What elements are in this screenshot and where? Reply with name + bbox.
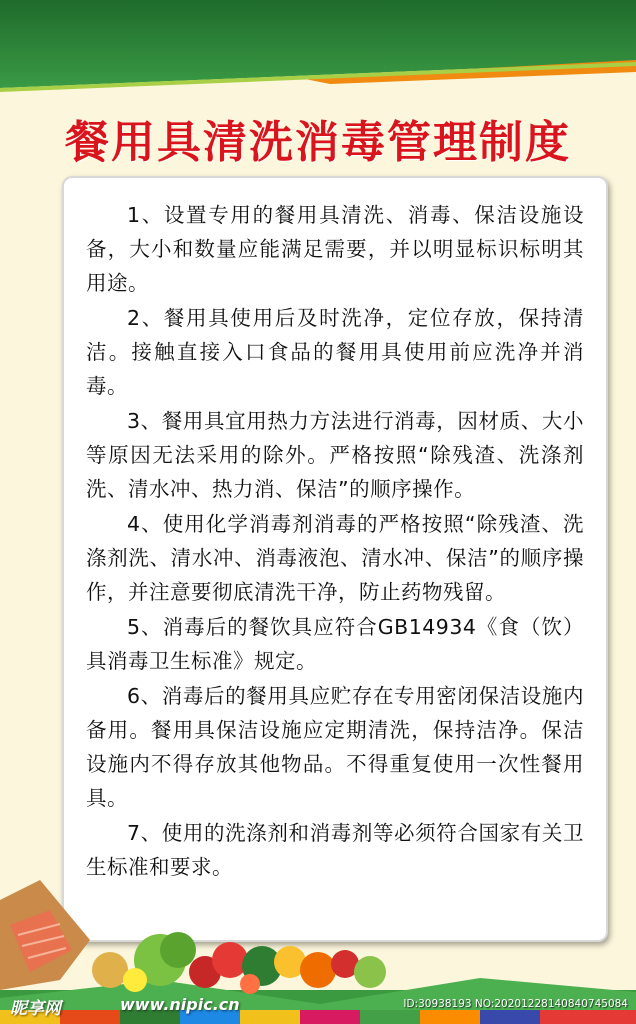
rule-item: 1、设置专用的餐用具清洗、消毒、保洁设施设备，大小和数量应能满足需要，并以明显标识标明其用途。 (86, 203, 584, 295)
page-title: 餐用具清洗消毒管理制度 (65, 117, 571, 168)
rule-item: 6、消毒后的餐用具应贮存在专用密闭保洁设施内备用。餐用具保洁设施应定期清洗，保持洁净。保洁设施内不得存放其他物品。不得重复使用一次性餐用具。 (86, 684, 584, 810)
top-green-banner (0, 0, 636, 100)
rule-item: 7、使用的洗涤剂和消毒剂等必须符合国家有关卫生标准和要求。 (86, 821, 584, 879)
rule-item: 2、餐用具使用后及时洗净，定位存放，保持清洁。接触直接入口食品的餐用具使用前应洗净并消毒。 (86, 306, 584, 398)
rules-list (64, 178, 606, 884)
watermark-site: www.nipic.cn (120, 995, 240, 1014)
watermark-id: ID:30938193 NO:20201228140840745084 (403, 998, 628, 1010)
watermark-logo: 昵享网 (10, 999, 61, 1019)
rules-panel (62, 176, 608, 942)
rule-item: 5、消毒后的餐饮具应符合GB14934《食（饮）具消毒卫生标准》规定。 (86, 615, 584, 673)
rule-item: 3、餐用具宜用热力方法进行消毒，因材质、大小等原因无法采用的除外。严格按照“除残渣、洗涤剂洗、清水冲、热力消、保洁”的顺序操作。 (86, 409, 584, 501)
rule-item: 4、使用化学消毒剂消毒的严格按照“除残渣、洗涤剂洗、清水冲、消毒液泡、清水冲、保洁”的顺序操作，并注意要彻底清洗干净，防止药物残留。 (86, 512, 584, 604)
